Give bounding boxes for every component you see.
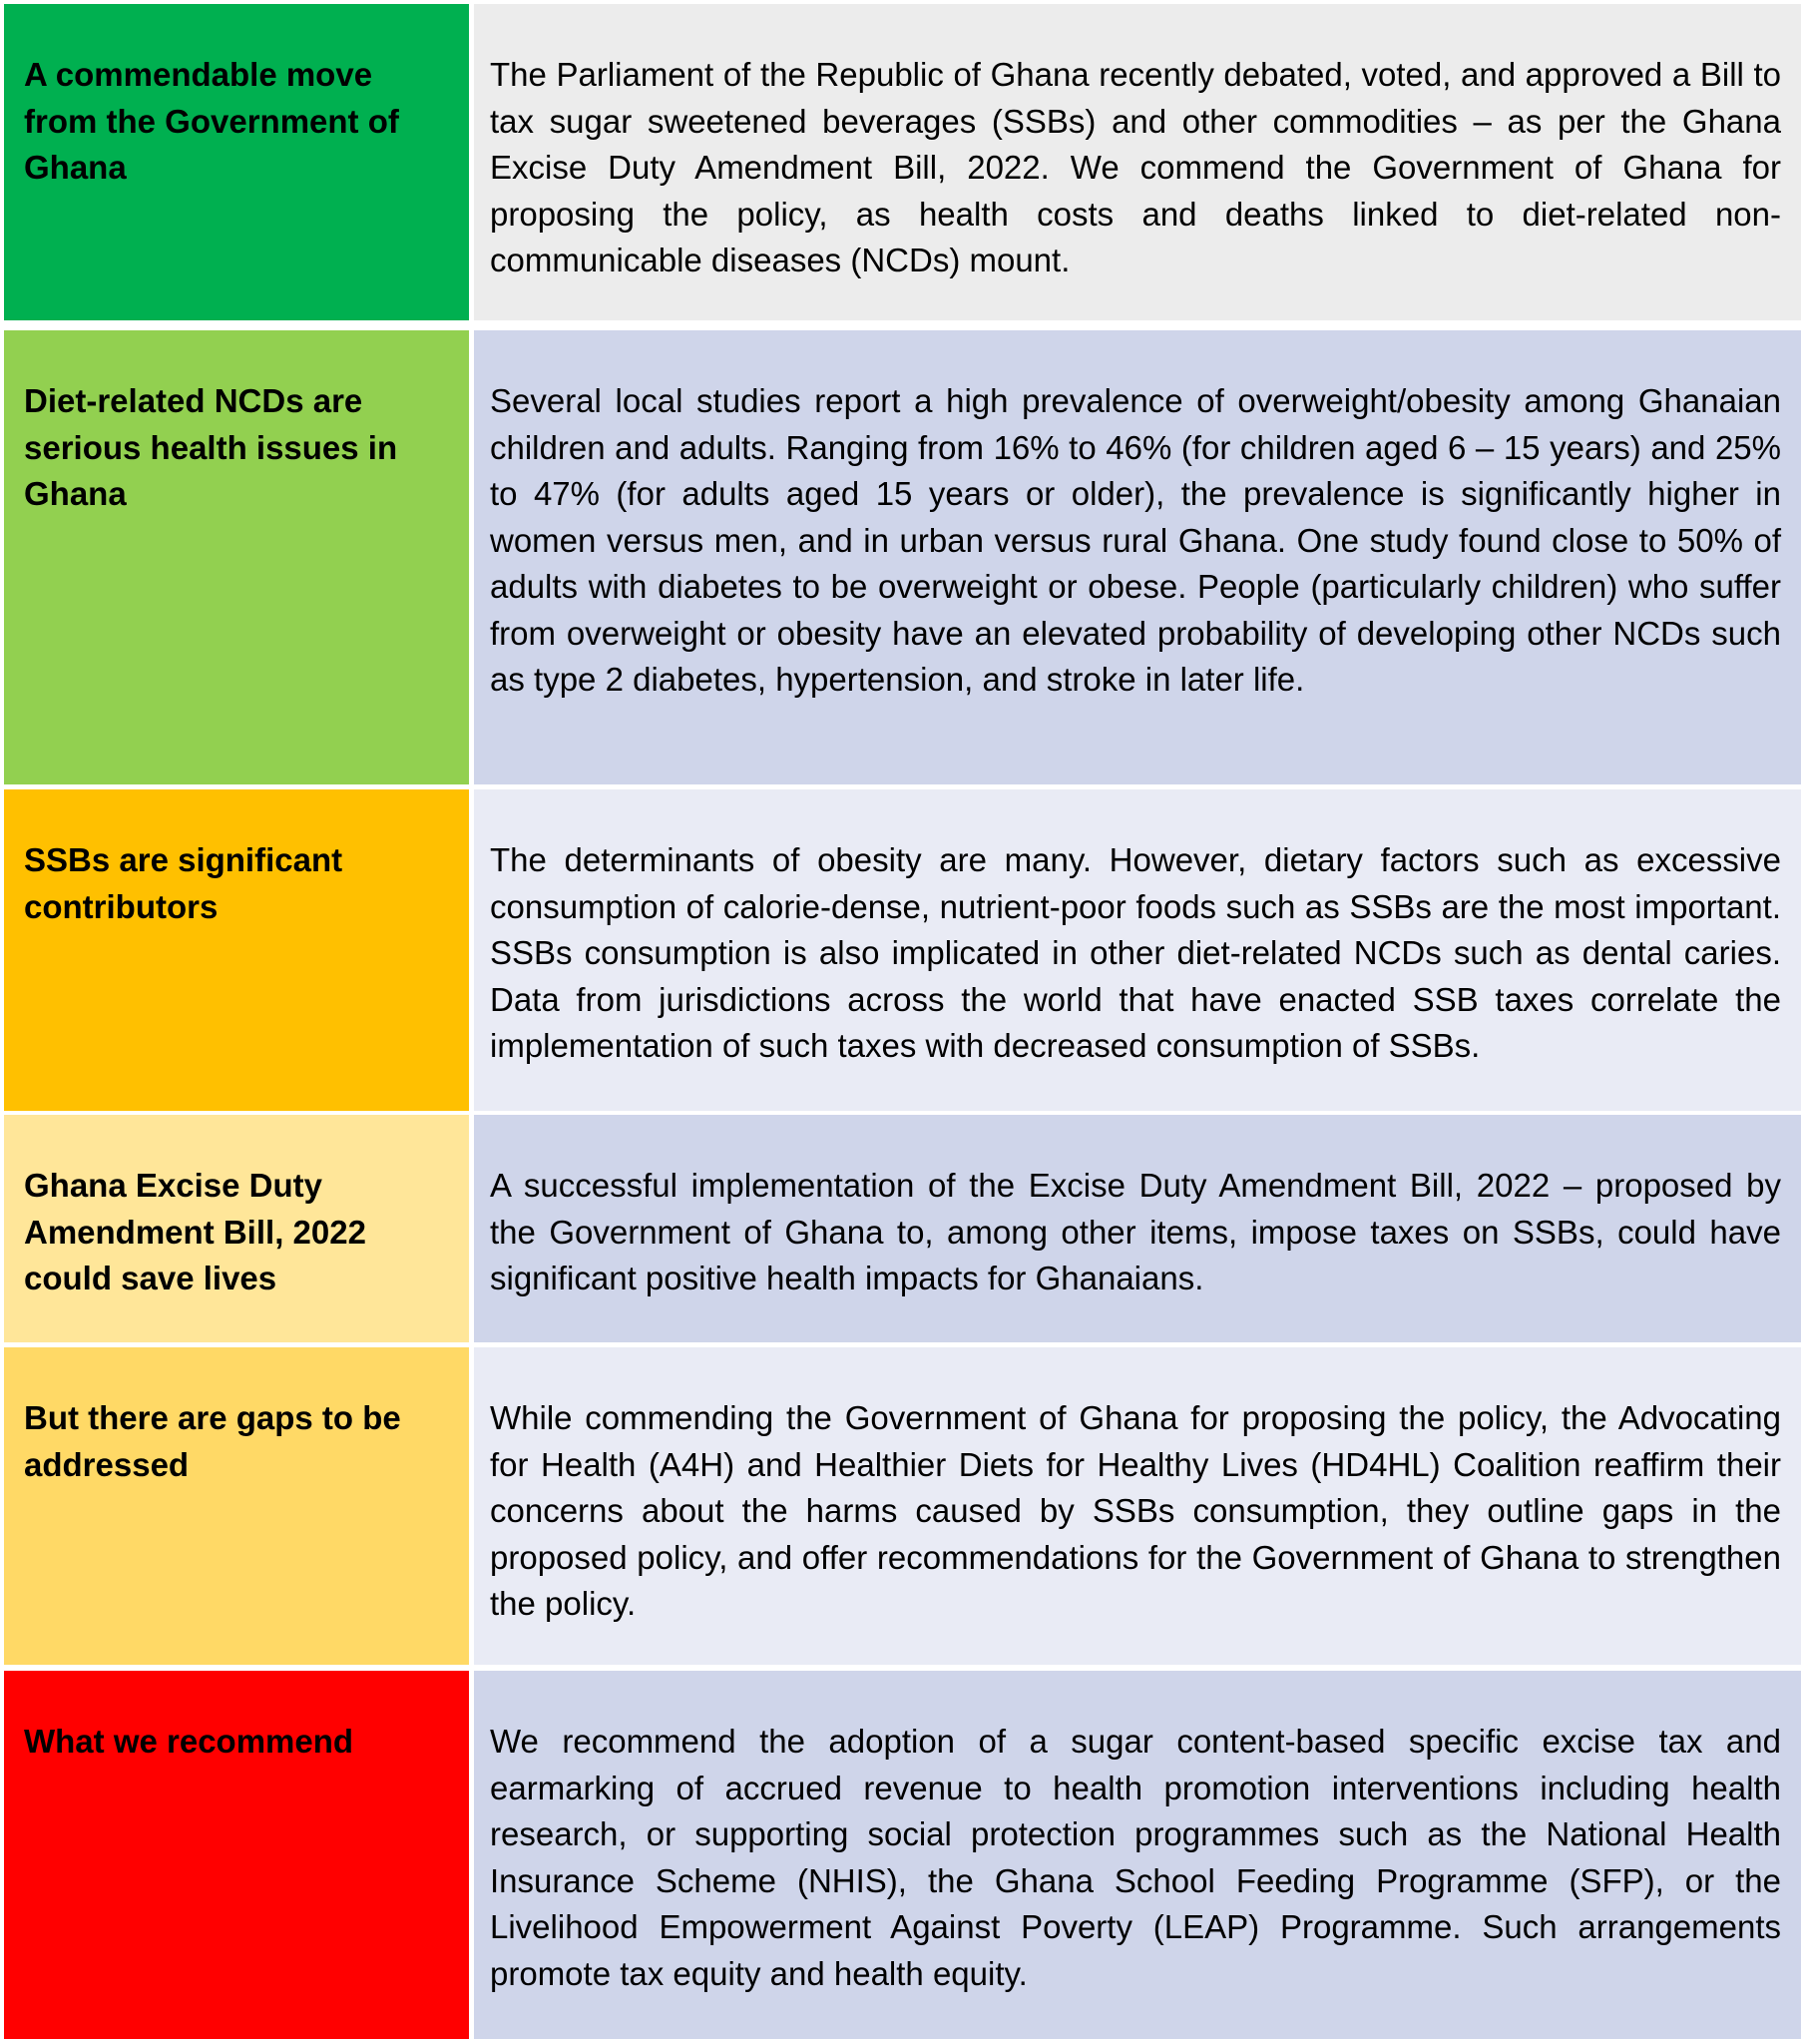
table-row (0, 330, 1804, 784)
row-heading-cell (4, 1671, 469, 2039)
row-heading-cell (4, 1347, 469, 1665)
row-text-cell (474, 1671, 1801, 2039)
row-heading-cell (4, 789, 469, 1111)
row-text: We recommend the adoption of a sugar content-based specific excise tax and earmarking of accrued revenue to health promotion interventions including health research, or supporting social protection programmes such as the National Health Insurance Scheme (NHIS), the Ghana School Feeding Programme (SFP), or the Livelihood Empowerment Against Poverty (LEAP) Programme. Such arrangements promote tax equity and health equity. (490, 1723, 1781, 1992)
row-text-cell (474, 4, 1801, 320)
row-heading: A commendable move from the Government of Ghana (24, 56, 399, 186)
table-row (0, 1347, 1804, 1665)
row-heading: What we recommend (24, 1723, 354, 1760)
row-text: The Parliament of the Republic of Ghana recently debated, voted, and approved a Bill to tax sugar sweetened beverages (SSBs) and other commodities – as per the Ghana Excise Duty Amendment Bill, 2022. We commend the Government of Ghana for proposing the policy, as health costs and deaths linked to diet-related non-communicable diseases (NCDs) mount. (490, 56, 1781, 278)
row-text-cell (474, 1347, 1801, 1665)
row-text-cell (474, 1115, 1801, 1342)
row-text: Several local studies report a high prevalence of overweight/obesity among Ghanaian children and adults. Ranging from 16% to 46% (for children aged 6 – 15 years) and 25% to 47% (for adults aged 15 years or older), the prevalence is significantly higher in women versus men, and in urban versus rural Ghana. One study found close to 50% of adults with diabetes to be overweight or obese. People (particularly children) who suffer from overweight or obesity have an elevated probability of developing other NCDs such as type 2 diabetes, hypertension, and stroke in later life. (490, 382, 1781, 698)
row-heading-cell (4, 330, 469, 784)
row-text: The determinants of obesity are many. However, dietary factors such as excessive consumption of calorie-dense, nutrient-poor foods such as SSBs are the most important. SSBs consumption is also implicated in other diet-related NCDs such as dental caries. Data from jurisdictions across the world that have enacted SSB taxes correlate the implementation of such taxes with decreased consumption of SSBs. (490, 841, 1781, 1064)
row-heading: But there are gaps to be addressed (24, 1399, 401, 1483)
row-heading: Diet-related NCDs are serious health issues in Ghana (24, 382, 398, 512)
table-row (0, 1115, 1804, 1342)
row-heading-cell (4, 1115, 469, 1342)
table-row (0, 789, 1804, 1111)
table-row (0, 4, 1804, 320)
row-text: A successful implementation of the Excise Duty Amendment Bill, 2022 – proposed by the Government of Ghana to, among other items, impose taxes on SSBs, could have significant positive health impacts for Ghanaians. (490, 1167, 1781, 1296)
row-text: While commending the Government of Ghana for proposing the policy, the Advocating for Health (A4H) and Healthier Diets for Healthy Lives (HD4HL) Coalition reaffirm their concerns about the harms caused by SSBs consumption, they outline gaps in the proposed policy, and offer recommendations for the Government of Ghana to strengthen the policy. (490, 1399, 1781, 1622)
row-text-cell (474, 789, 1801, 1111)
row-heading-cell (4, 4, 469, 320)
row-heading: SSBs are significant contributors (24, 841, 343, 925)
table-row (0, 1671, 1804, 2039)
row-heading: Ghana Excise Duty Amendment Bill, 2022 could save lives (24, 1167, 366, 1296)
row-text-cell (474, 330, 1801, 784)
